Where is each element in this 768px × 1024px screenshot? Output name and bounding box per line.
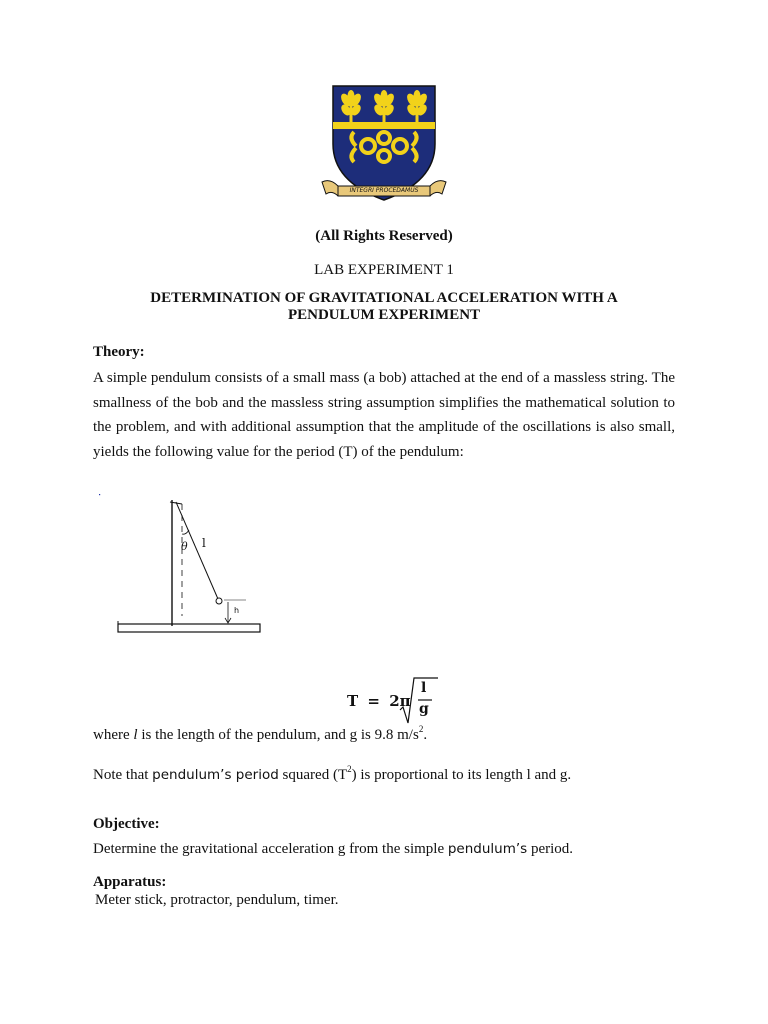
formula-numerator: l	[421, 680, 427, 696]
formula-coefficient: 2π	[389, 692, 411, 710]
theory-paragraph: A simple pendulum consists of a small mass (a bob) attached at the end of a massless string. The smallness of the bob and the massless string assumption simplifies the mathematical solution to the problem, and with additional assumption that the amplitude of the oscillations is also small, yields the following value for the period (T) of the pendulum:	[93, 370, 675, 460]
note-suffix: ) is proportional to its length l and g.	[351, 767, 572, 783]
crest-motto: INTEGRI PROCEDAMUS	[349, 187, 419, 194]
title-line-1: DETERMINATION OF GRAVITATIONAL ACCELERATION WITH A	[150, 290, 618, 306]
note-line	[93, 764, 713, 784]
note-mid: squared (T	[278, 767, 348, 783]
note-prefix: Note that	[93, 767, 153, 783]
university-crest-logo	[318, 82, 450, 214]
formula-lhs: T	[347, 692, 359, 710]
title-line-2: PENDULUM EXPERIMENT	[287, 307, 481, 323]
period-formula	[347, 676, 447, 726]
apparatus-heading: Apparatus:	[93, 874, 167, 890]
formula-denominator: g	[419, 701, 429, 717]
note-term: pendulum’s period	[152, 767, 279, 783]
definitions-line	[93, 724, 693, 744]
experiment-number: LAB EXPERIMENT 1	[314, 262, 454, 278]
pendulum-diagram	[96, 490, 266, 640]
height-label: h	[234, 606, 240, 615]
theory-heading: Theory:	[93, 344, 145, 360]
angle-label: θ	[181, 540, 188, 553]
objective-prefix: Determine the gravitational acceleration g from the simple	[93, 841, 448, 857]
objective-line	[93, 841, 713, 858]
sqrt-sign-icon	[398, 676, 438, 726]
apparatus-list: Meter stick, protractor, pendulum, timer.	[95, 892, 339, 908]
definitions-text: is the length of the pendulum, and g is 9.8 m/s	[137, 727, 419, 743]
definitions-end: .	[423, 727, 428, 743]
length-symbol: l	[133, 727, 138, 743]
objective-heading: Objective:	[93, 816, 160, 832]
crest-icon	[318, 82, 450, 214]
definitions-exponent: 2	[418, 724, 424, 734]
definitions-where: where	[93, 727, 134, 743]
length-label: l	[202, 536, 206, 550]
objective-suffix: period.	[527, 841, 574, 857]
formula-equals: =	[367, 692, 380, 710]
note-exponent: 2	[347, 764, 352, 774]
rights-notice: (All Rights Reserved)	[315, 228, 453, 244]
objective-term: pendulum’s	[447, 841, 528, 857]
